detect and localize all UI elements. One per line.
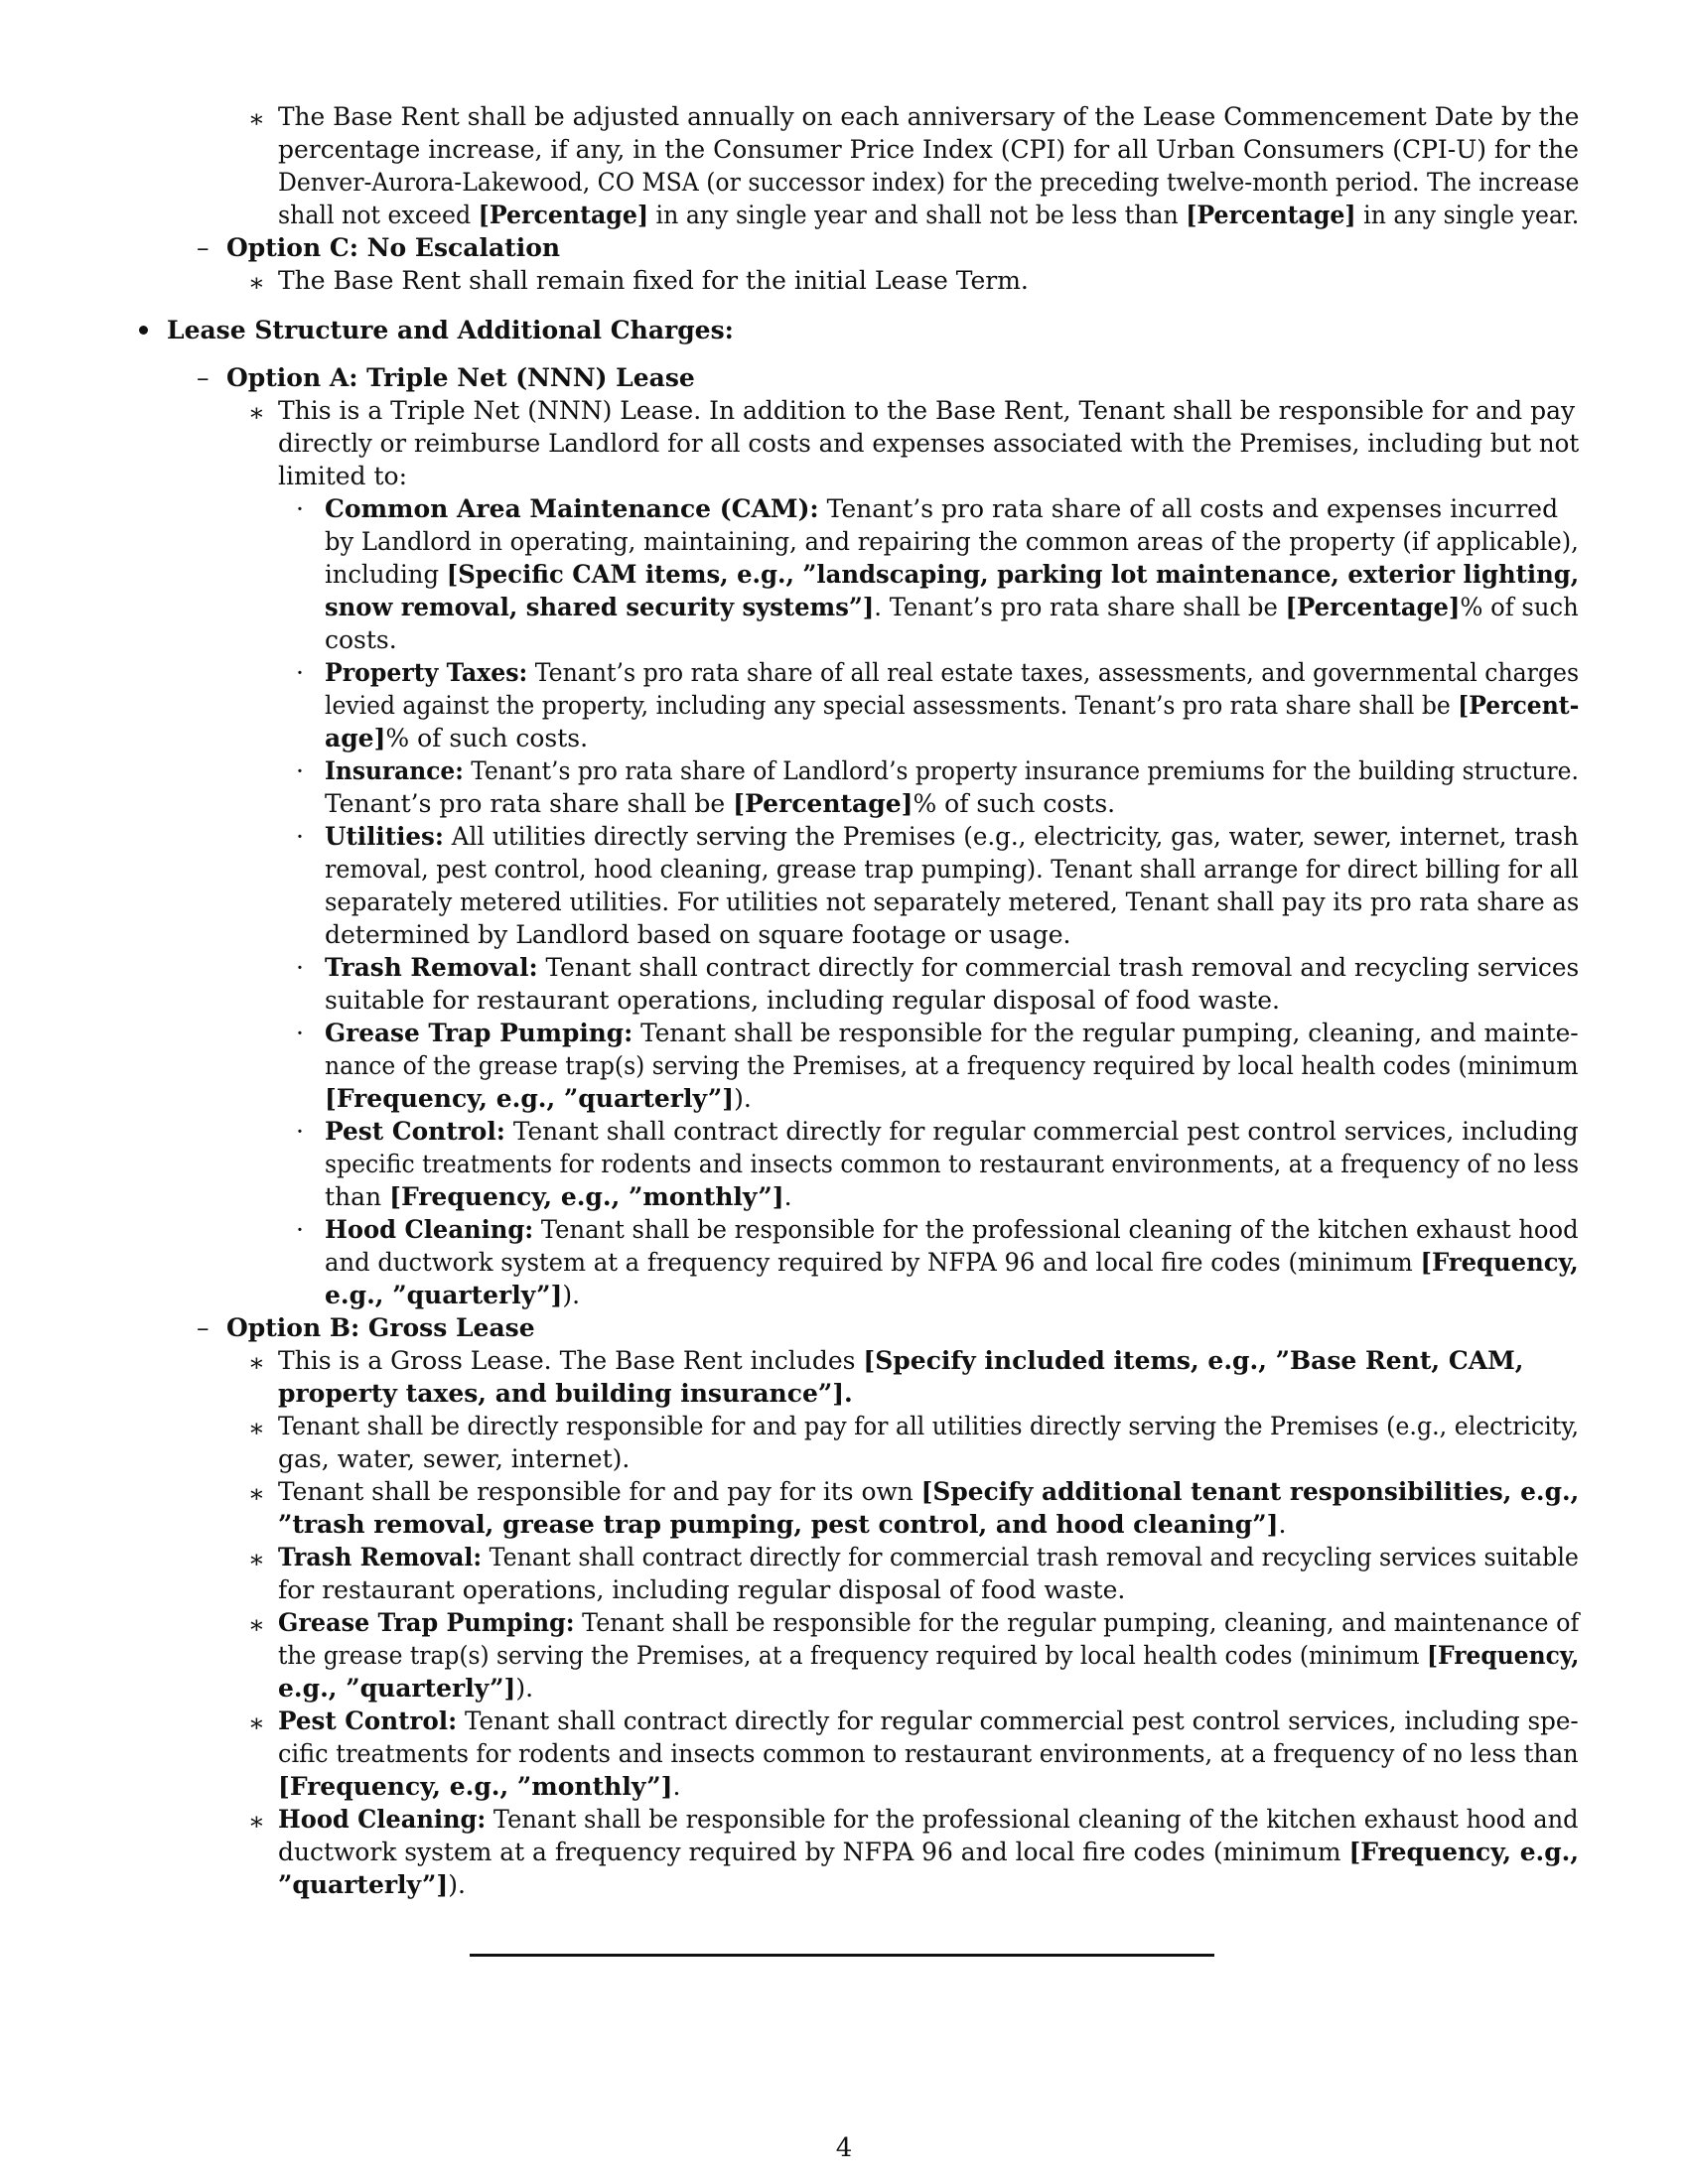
trash-line-2: suitable for restaurant operations, including regular disposal of food waste. xyxy=(325,986,1280,1015)
gross-trash-line-2: for restaurant operations, including regular disposal of food waste. xyxy=(278,1575,1126,1604)
star-bullet: ∗ xyxy=(248,268,265,297)
hood-line-1: Hood Cleaning: Tenant shall be responsible for the professional cleaning of the kitchen exhaust hood xyxy=(325,1215,1579,1244)
star-bullet: ∗ xyxy=(248,1414,265,1442)
insurance-line-2: Tenant’s pro rata share shall be [Percentage]% of such costs. xyxy=(325,789,1116,818)
utilities-line-1: Utilities: All utilities directly serving the Premises (e.g., electricity, gas, water, sewer, internet, trash xyxy=(325,822,1579,851)
option-c-heading: Option C: No Escalation xyxy=(226,233,561,262)
horizontal-rule xyxy=(470,1954,1214,1957)
gross-grease-line-2: the grease trap(s) serving the Premises, at a frequency required by local health codes (minimum [Frequency, xyxy=(278,1641,1580,1670)
dot-bullet: · xyxy=(296,953,304,982)
pest-line-1: Pest Control: Tenant shall contract directly for regular commercial pest control services, including xyxy=(325,1117,1579,1146)
cam-line-2: by Landlord in operating, maintaining, and repairing the common areas of the property (if applicable), xyxy=(325,527,1579,556)
option-a-intro-2: directly or reimburse Landlord for all costs and expenses associated with the Premises, including but not xyxy=(278,429,1580,458)
dot-bullet: · xyxy=(296,1117,304,1146)
star-bullet: ∗ xyxy=(248,104,265,133)
grease-line-3: [Frequency, e.g., ”quarterly”]). xyxy=(325,1084,752,1113)
dot-bullet: · xyxy=(296,822,304,851)
dot-bullet: · xyxy=(296,494,304,523)
cpi-line-4: shall not exceed [Percentage] in any single year and shall not be less than [Percentage] in any single year. xyxy=(278,201,1580,229)
utilities-line-4: determined by Landlord based on square footage or usage. xyxy=(325,920,1071,949)
tax-line-2: levied against the property, including any special assessments. Tenant’s pro rata share shall be [Percent- xyxy=(325,691,1580,720)
gross-utilities-line-2: gas, water, sewer, internet). xyxy=(278,1444,631,1473)
cam-line-5: costs. xyxy=(325,625,397,654)
cpi-line-1: The Base Rent shall be adjusted annually on each anniversary of the Lease Commencement Date by the xyxy=(278,102,1580,131)
dash-bullet: – xyxy=(197,1313,210,1342)
star-bullet: ∗ xyxy=(248,398,265,427)
cam-line-3: including [Specific CAM items, e.g., ”landscaping, parking lot maintenance, exterior lighting, xyxy=(325,560,1580,589)
utilities-line-3: separately metered utilities. For utilities not separately metered, Tenant shall pay its pro rata share as xyxy=(325,887,1580,916)
gross-pest-line-2: cific treatments for rodents and insects common to restaurant environments, at a frequency of no less than xyxy=(278,1739,1579,1768)
gross-trash-line-1: Trash Removal: Tenant shall contract directly for commercial trash removal and recycling services suitable xyxy=(278,1543,1579,1571)
gross-hood-line-1: Hood Cleaning: Tenant shall be responsible for the professional cleaning of the kitchen exhaust hood and xyxy=(278,1805,1579,1834)
dot-bullet: · xyxy=(296,1215,304,1244)
gross-pest-line-3: [Frequency, e.g., ”monthly”]. xyxy=(278,1772,681,1801)
cam-line-1: Common Area Maintenance (CAM): Tenant’s pro rata share of all costs and expenses incurred xyxy=(325,494,1559,523)
trash-line-1: Trash Removal: Tenant shall contract directly for commercial trash removal and recycling services xyxy=(325,953,1580,982)
lease-structure-heading: Lease Structure and Additional Charges: xyxy=(167,316,734,344)
pest-line-2: specific treatments for rodents and insects common to restaurant environments, at a frequency of no less xyxy=(325,1150,1580,1178)
grease-line-1: Grease Trap Pumping: Tenant shall be responsible for the regular pumping, cleaning, and mainte- xyxy=(325,1019,1579,1047)
star-bullet: ∗ xyxy=(248,1610,265,1639)
star-bullet: ∗ xyxy=(248,1545,265,1573)
dot-bullet: · xyxy=(296,756,304,785)
pest-line-3: than [Frequency, e.g., ”monthly”]. xyxy=(325,1182,792,1211)
cam-line-4: snow removal, shared security systems”]. Tenant’s pro rata share shall be [Percentage]% of such xyxy=(325,593,1579,621)
gross-line-2: property taxes, and building insurance”]. xyxy=(278,1379,853,1408)
page-number: 4 xyxy=(835,2133,853,2163)
star-bullet: ∗ xyxy=(248,1708,265,1737)
option-a-intro-1: This is a Triple Net (NNN) Lease. In addition to the Base Rent, Tenant shall be responsible for and pay xyxy=(278,396,1576,425)
option-a-heading: Option A: Triple Net (NNN) Lease xyxy=(226,363,695,392)
gross-hood-line-3: ”quarterly”]). xyxy=(278,1870,466,1899)
insurance-line-1: Insurance: Tenant’s pro rata share of Landlord’s property insurance premiums for the building structure. xyxy=(325,756,1579,785)
option-b-heading: Option B: Gross Lease xyxy=(226,1313,535,1342)
gross-own-line-2: ”trash removal, grease trap pumping, pest control, and hood cleaning”]. xyxy=(278,1510,1287,1539)
star-bullet: ∗ xyxy=(248,1807,265,1836)
gross-grease-line-3: e.g., ”quarterly”]). xyxy=(278,1674,534,1703)
option-c-text: The Base Rent shall remain fixed for the initial Lease Term. xyxy=(278,266,1029,295)
gross-hood-line-2: ductwork system at a frequency required by NFPA 96 and local fire codes (minimum [Frequency, e.g., xyxy=(278,1838,1580,1866)
utilities-line-2: removal, pest control, hood cleaning, grease trap pumping). Tenant shall arrange for direct billing for all xyxy=(325,855,1579,884)
grease-line-2: nance of the grease trap(s) serving the Premises, at a frequency required by local health codes (minimum xyxy=(325,1051,1579,1080)
gross-pest-line-1: Pest Control: Tenant shall contract directly for regular commercial pest control services, including spe- xyxy=(278,1706,1579,1735)
tax-line-1: Property Taxes: Tenant’s pro rata share of all real estate taxes, assessments, and governmental charges xyxy=(325,658,1580,687)
gross-utilities-line-1: Tenant shall be directly responsible for and pay for all utilities directly serving the Premises (e.g., electricity, xyxy=(278,1412,1580,1440)
hood-line-3: e.g., ”quarterly”]). xyxy=(325,1281,581,1309)
gross-line-1: This is a Gross Lease. The Base Rent includes [Specify included items, e.g., ”Base Rent, CAM, xyxy=(278,1346,1524,1375)
gross-grease-line-1: Grease Trap Pumping: Tenant shall be responsible for the regular pumping, cleaning, and maintenance of xyxy=(278,1608,1580,1637)
dot-bullet: · xyxy=(296,658,304,687)
round-bullet xyxy=(139,326,148,335)
gross-own-line-1: Tenant shall be responsible for and pay for its own [Specify additional tenant responsibilities, e.g., xyxy=(278,1477,1580,1506)
hood-line-2: and ductwork system at a frequency required by NFPA 96 and local fire codes (minimum [Frequency, xyxy=(325,1248,1579,1277)
tax-line-3: age]% of such costs. xyxy=(325,724,589,752)
dash-bullet: – xyxy=(197,233,210,262)
cpi-line-2: percentage increase, if any, in the Consumer Price Index (CPI) for all Urban Consumers (CPI-U) for the xyxy=(278,135,1580,164)
dash-bullet: – xyxy=(197,363,210,392)
star-bullet: ∗ xyxy=(248,1348,265,1377)
option-a-intro-3: limited to: xyxy=(278,462,408,490)
star-bullet: ∗ xyxy=(248,1479,265,1508)
cpi-line-3: Denver-Aurora-Lakewood, CO MSA (or successor index) for the preceding twelve-month period. The increase xyxy=(278,168,1580,197)
dot-bullet: · xyxy=(296,1019,304,1047)
